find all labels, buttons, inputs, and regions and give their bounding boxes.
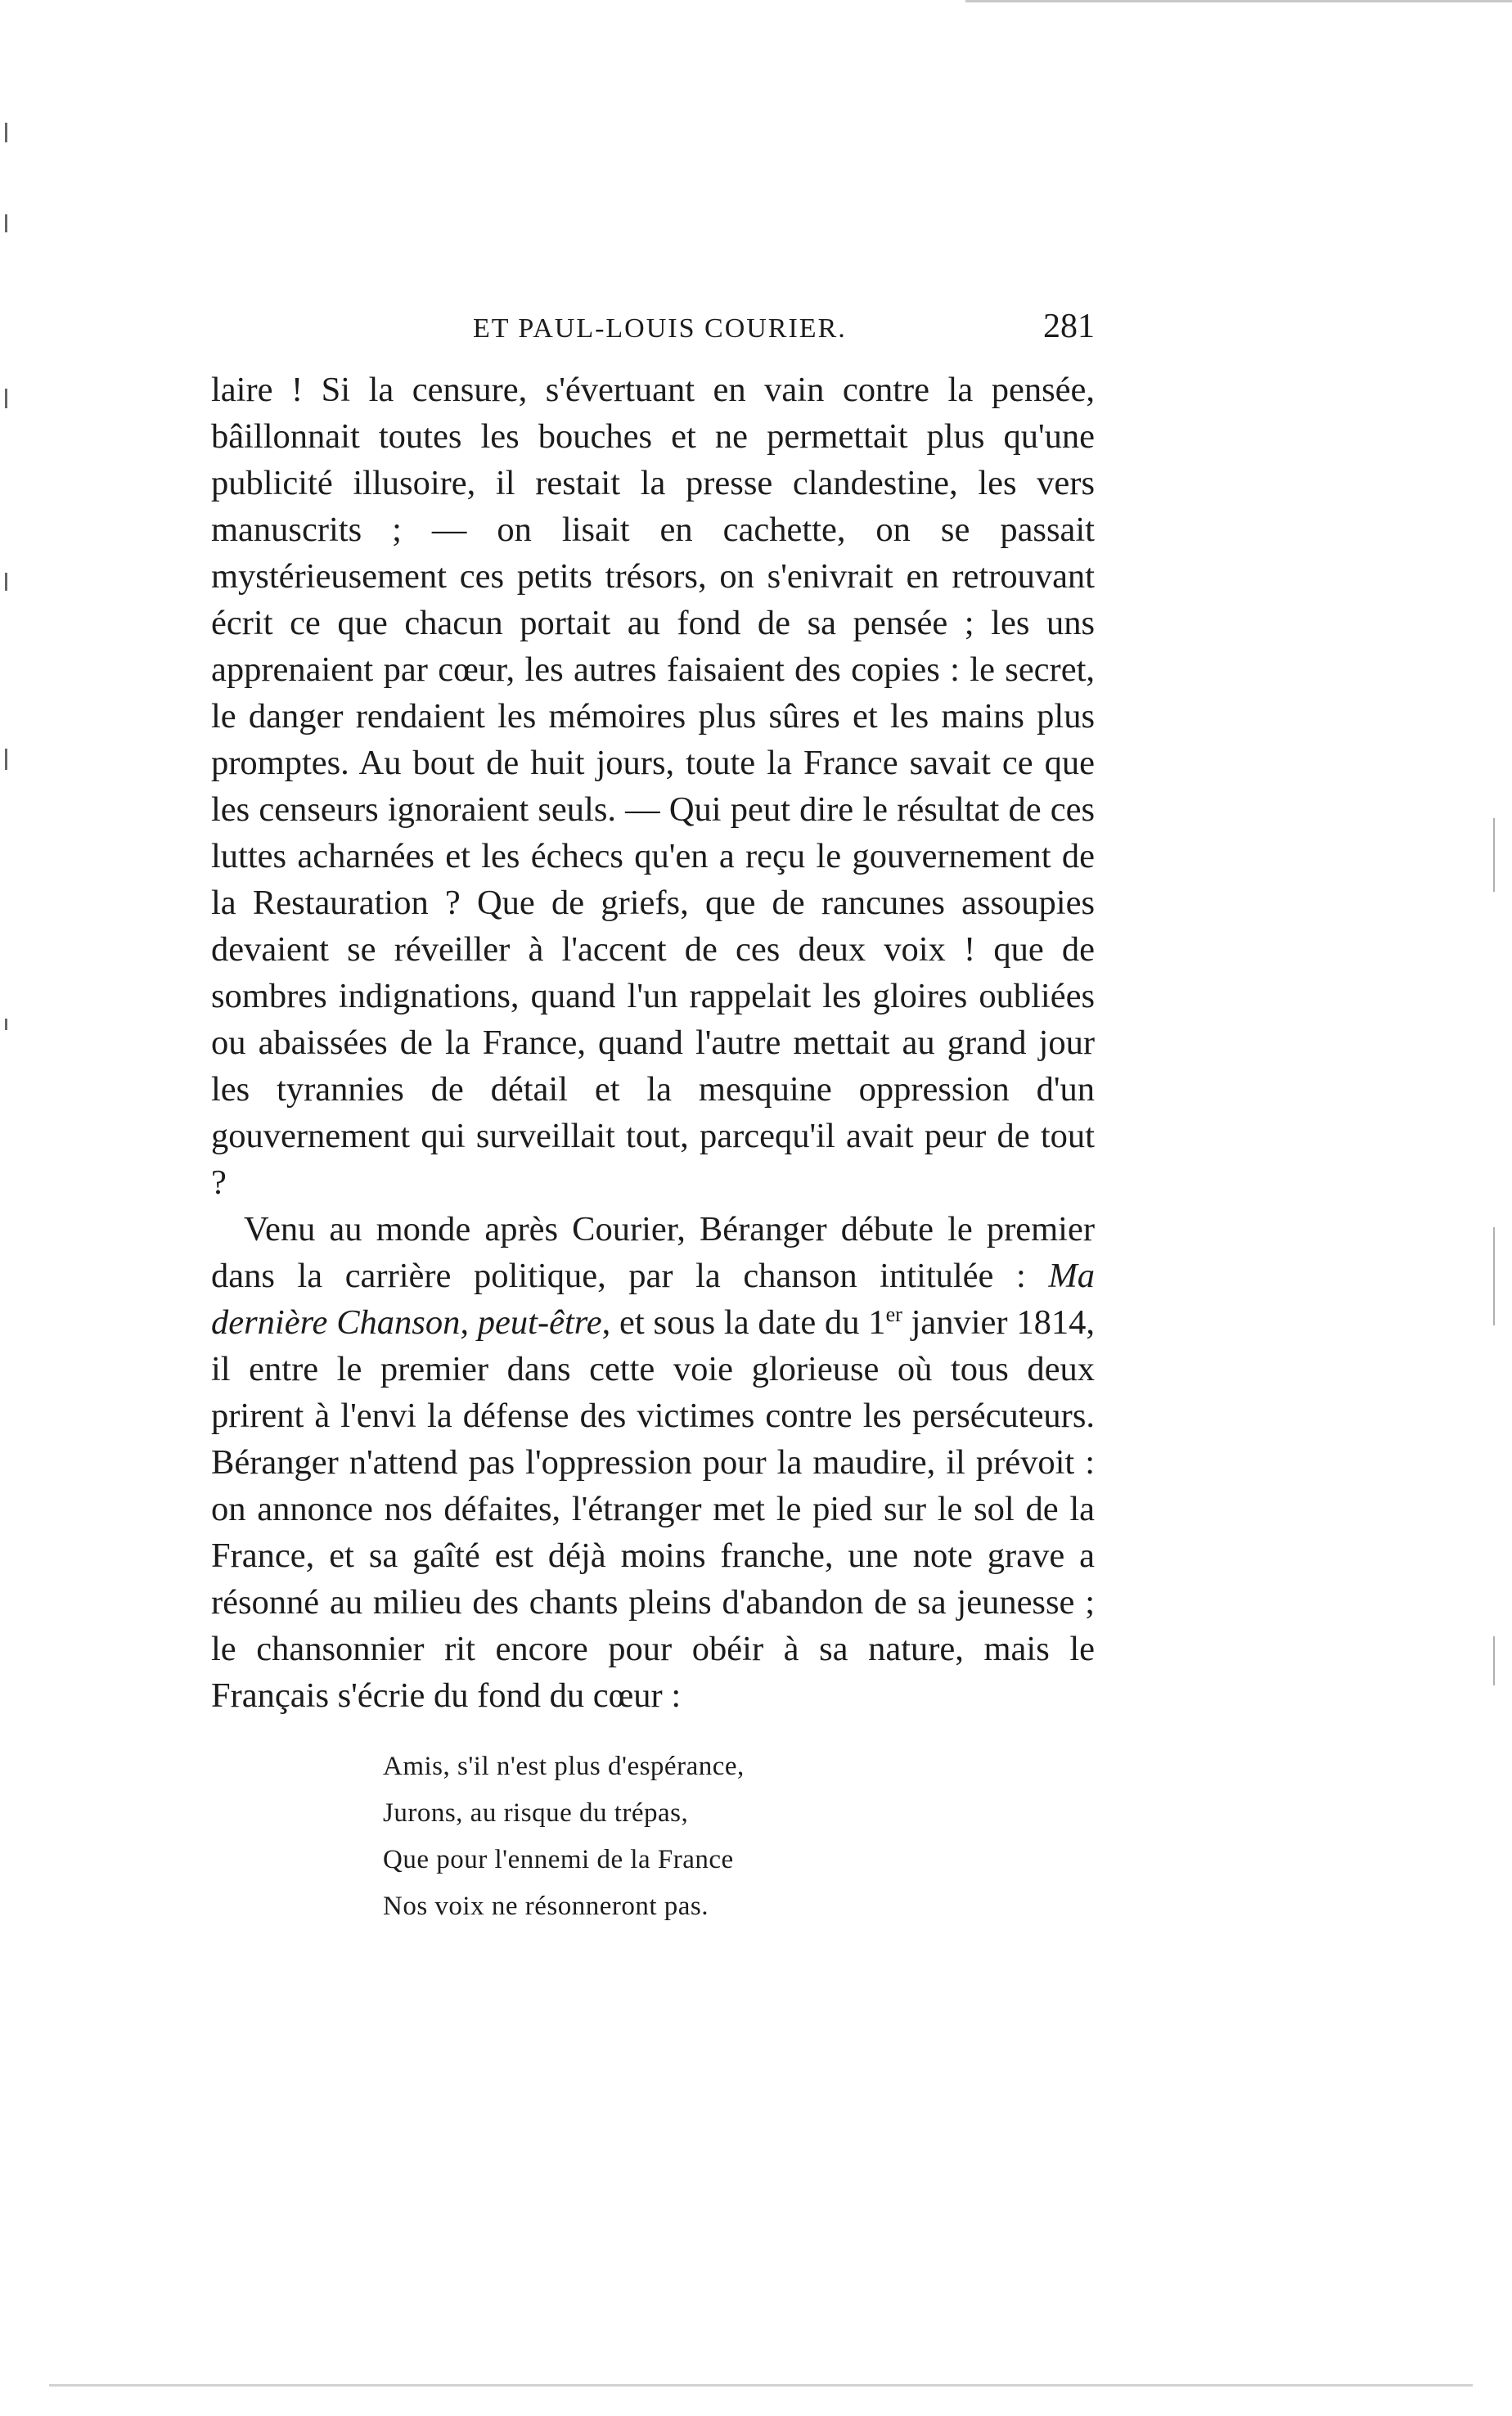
scan-top-edge: [965, 0, 1512, 2]
scan-right-dots: [1493, 1227, 1495, 1325]
verse-quote: [383, 1743, 956, 1930]
scan-bottom-edge: [49, 2384, 1473, 2387]
scan-left-tick: [5, 749, 7, 770]
scan-right-dots: [1493, 1636, 1495, 1685]
verse-line: Amis, s'il n'est plus d'espérance,: [383, 1752, 745, 1781]
paragraph-text: Venu au monde après Courier, Béranger débute le premier dans la carrière politique, par la chanson intitulée :: [211, 1210, 1095, 1295]
scan-left-tick: [5, 214, 7, 232]
scan-right-dots: [1493, 818, 1495, 892]
paragraph-text: , et sous la date du 1: [601, 1303, 886, 1342]
scan-left-tick: [5, 1019, 7, 1030]
page-header: [211, 307, 1095, 356]
paragraph-text: janvier 1814, il entre le premier dans cette voie glorieuse où tous deux prirent à l'envi la défense des victimes contre les persécuteurs. Béranger n'attend pas l'oppression pour la maudire, il prévoit : on annonce nos défaites, l'étranger met le pied sur le sol de la France, et sa gaîté est déjà moins franche, une note grave a résonné au milieu des chants pleins d'abandon de sa jeunesse ; le chansonnier rit encore pour obéir à sa nature, mais le Français s'écrie du fond du cœur :: [211, 1303, 1096, 1715]
running-title: ET PAUL-LOUIS COURIER.: [473, 313, 847, 344]
verse-line: Que pour l'ennemi de la France: [383, 1845, 734, 1874]
scan-left-tick: [5, 573, 7, 591]
verse-line: Jurons, au risque du trépas,: [383, 1798, 689, 1828]
ordinal-superscript: er: [885, 1302, 902, 1326]
paragraph: laire ! Si la censure, s'évertuant en vain contre la pensée, bâillonnait toutes les bouches et ne permettait plus qu'une publicité illusoire, il restait la presse clandestine, les vers manuscrits ; — on lisait en cachette, on se passait mystérieusement ces petits trésors, on s'enivrait en retrouvant écrit ce que chacun portait au fond de sa pensée ; les uns apprenaient par cœur, les autres faisaient des copies : le secret, le danger rendaient les mémoires plus sûres et les mains plus promptes. Au bout de huit jours, toute la France savait ce que les censeurs ignoraient seuls. — Qui peut dire le résultat de ces luttes acharnées et les échecs qu'en a reçu le gouvernement de la Restauration ? Que de griefs, que de rancunes assoupies devaient se réveiller à l'accent de ces deux voix ! que de sombres indignations, quand l'un rappelait les gloires oubliées ou abaissées de la France, quand l'autre mettait au grand jour les tyrannies de détail et la mesquine oppression d'un gouvernement qui surveillait tout, parcequ'il avait peur de tout ?: [211, 371, 1095, 1202]
scan-left-tick: [5, 123, 7, 142]
body-text: [211, 367, 1095, 1719]
scan-left-tick: [5, 389, 7, 408]
paragraph: [211, 1206, 1095, 1719]
verse-line: Nos voix ne résonneront pas.: [383, 1892, 709, 1921]
song-title: Ma dernière Chanson, peut-être: [211, 1257, 1095, 1342]
page-number: 281: [1043, 308, 1095, 345]
